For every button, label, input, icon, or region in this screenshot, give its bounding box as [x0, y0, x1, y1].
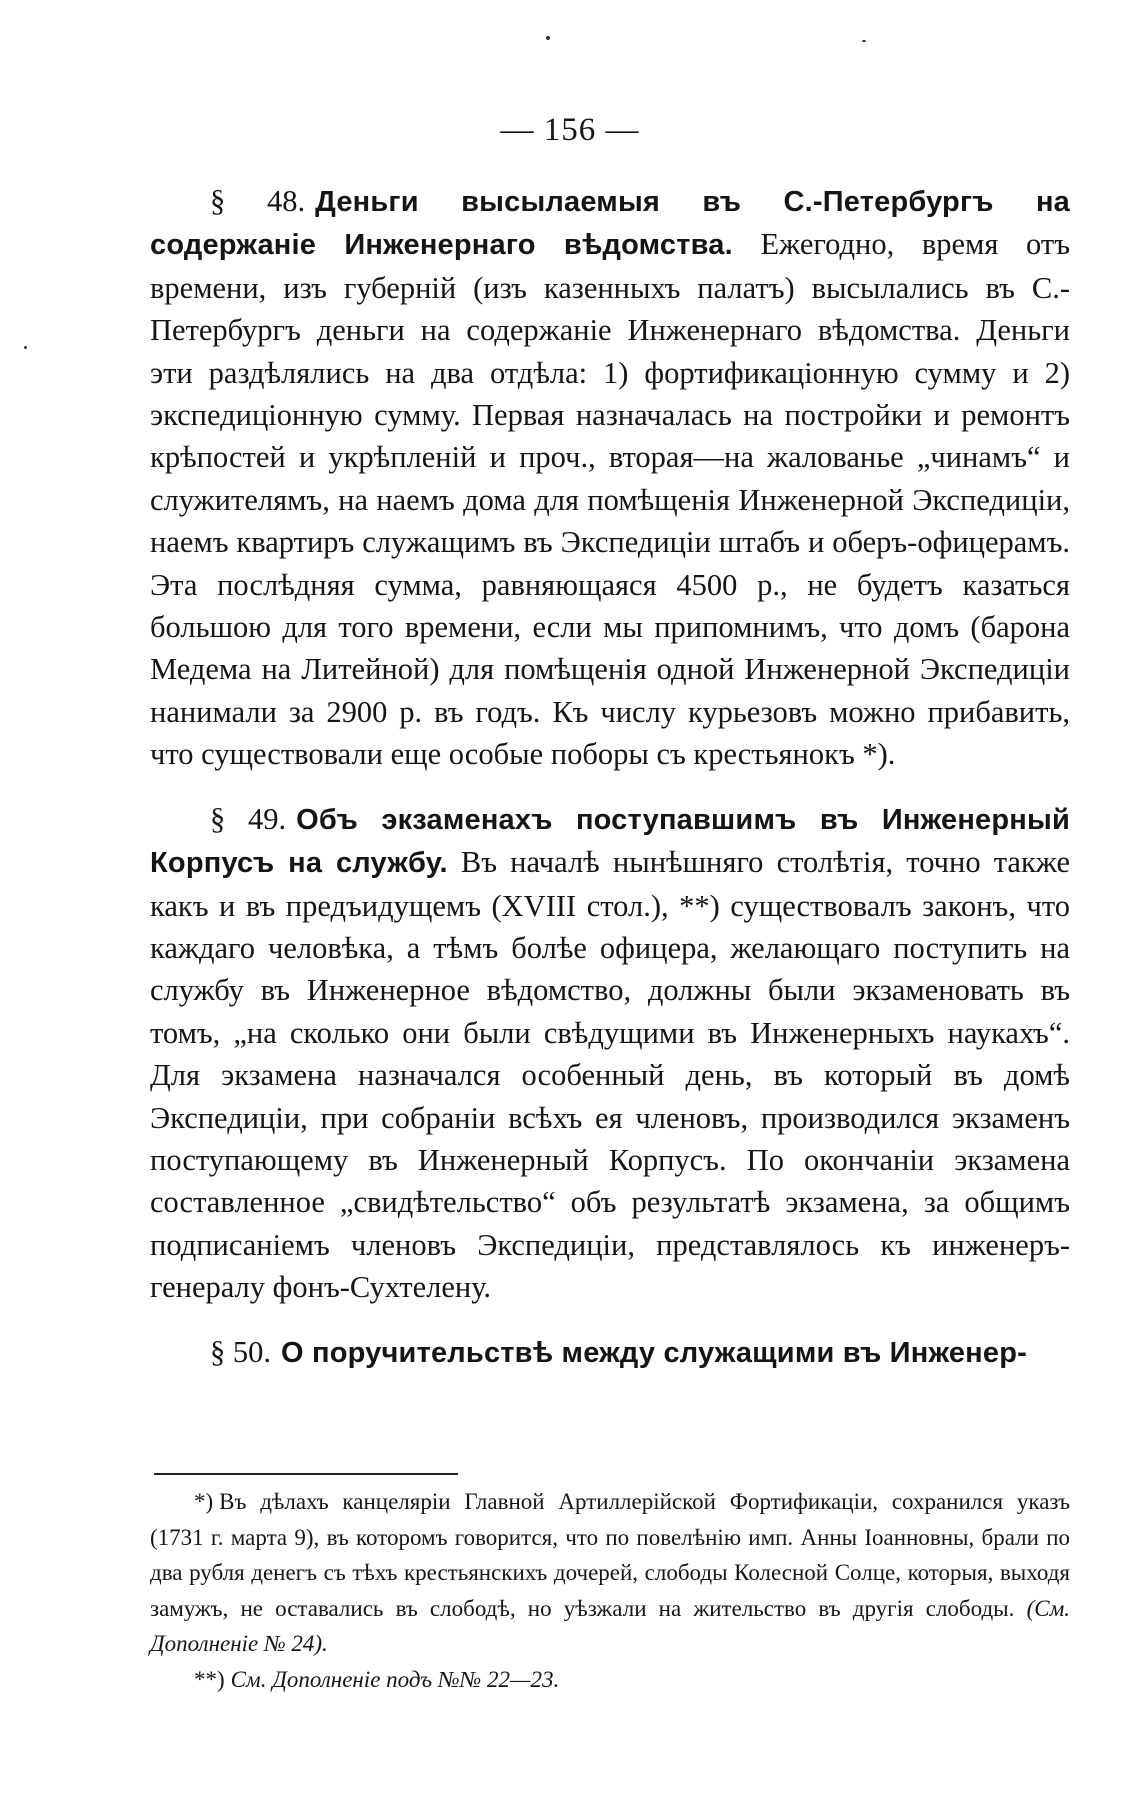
section-title: Объ экзаменахъ поступавшимъ въ Инженерный Корпусъ на службу.: [150, 803, 1070, 880]
section-48: [150, 180, 1070, 776]
print-speck: [546, 36, 550, 40]
footnote-text: См. Дополненіе подъ №№ 22—23.: [230, 1666, 560, 1692]
print-speck: [24, 346, 27, 349]
footnote: [150, 1484, 1070, 1662]
print-speck: [862, 40, 866, 42]
section-text: Ежегодно, время отъ времени, изъ губерній (изъ казенныхъ палатъ) высылались въ С.-Петербургъ деньги на содержаніе Инженернаго вѣдомства. Деньги эти раздѣлялись на два отдѣла: 1) фортификаціонную сумму и 2) экспедиціонную сумму. Первая назначалась на постройки и ремонтъ крѣпостей и укрѣпленій и проч., вторая—на жалованье „чинамъ“ и служителямъ, на наемъ дома для помѣщенія Инженерной Экспедиціи, наемъ квартиръ служащимъ въ Экспедиціи штабъ и оберъ-офицерамъ. Эта послѣдняя сумма, равняющаяся 4500 р., не будетъ казаться большою для того времени, если мы припомнимъ, что домъ (барона Медема на Литейной) для помѣщенія одной Инженерной Экспедиціи нанимали за 2900 р. въ годъ. Къ числу курьезовъ можно прибавить, что существовали еще особые поборы съ крестьянокъ *).: [150, 227, 1070, 772]
section-title: Деньги высылаемыя въ С.-Петербургъ на содержаніе Инженернаго вѣдомства.: [150, 186, 1071, 262]
section-number: § 49.: [210, 801, 287, 836]
page-number: — 156 —: [500, 112, 640, 148]
section-number: § 50.: [210, 1334, 271, 1369]
body-text: [150, 180, 1070, 1396]
footnote-marker: **): [194, 1666, 225, 1692]
footnote-divider: [154, 1473, 458, 1475]
section-50: [150, 1331, 1070, 1374]
footnote-reference: (См. Дополненіе № 24).: [150, 1595, 1070, 1656]
section-text: Въ началѣ нынѣшняго столѣтія, точно также какъ и въ предъидущемъ (XVIII стол.), **) существовалъ законъ, что каждаго человѣка, а тѣмъ болѣе офицера, желающаго поступить на службу въ Инженерное вѣдомство, должны были экзаменовать въ томъ, „на сколько они были свѣдущими въ Инженерныхъ наукахъ“. Для экзамена назначался особенный день, въ который въ домѣ Экспедиціи, при собраніи всѣхъ ея членовъ, производился экзаменъ поступающему въ Инженерный Корпусъ. По окончаніи экзамена составленное „свидѣтельство“ объ результатѣ экзамена, за общимъ подписаніемъ членовъ Экспедиціи, представлялось къ инженеръ-генералу фонъ-Сухтелену.: [150, 845, 1070, 1305]
footnote-marker: *): [194, 1489, 214, 1514]
footnote: [150, 1662, 1070, 1698]
footnote-text: Въ дѣлахъ канцеляріи Главной Артиллерійской Фортификаціи, сохранился указъ (1731 г. марта 9), въ которомъ говорится, что по повелѣнію имп. Анны Іоанновны, брали по два рубля денегъ съ тѣхъ крестьянскихъ дочерей, слободы Колесной Солце, которыя, выходя замужъ, не оставались въ слободѣ, но уѣзжали на жительство въ другія слободы.: [150, 1489, 1070, 1621]
footnotes: [150, 1484, 1070, 1697]
section-title: О поручительствѣ между служащими въ Инженер-: [281, 1336, 1027, 1369]
section-49: [150, 798, 1070, 1309]
section-number: § 48.: [210, 184, 306, 218]
